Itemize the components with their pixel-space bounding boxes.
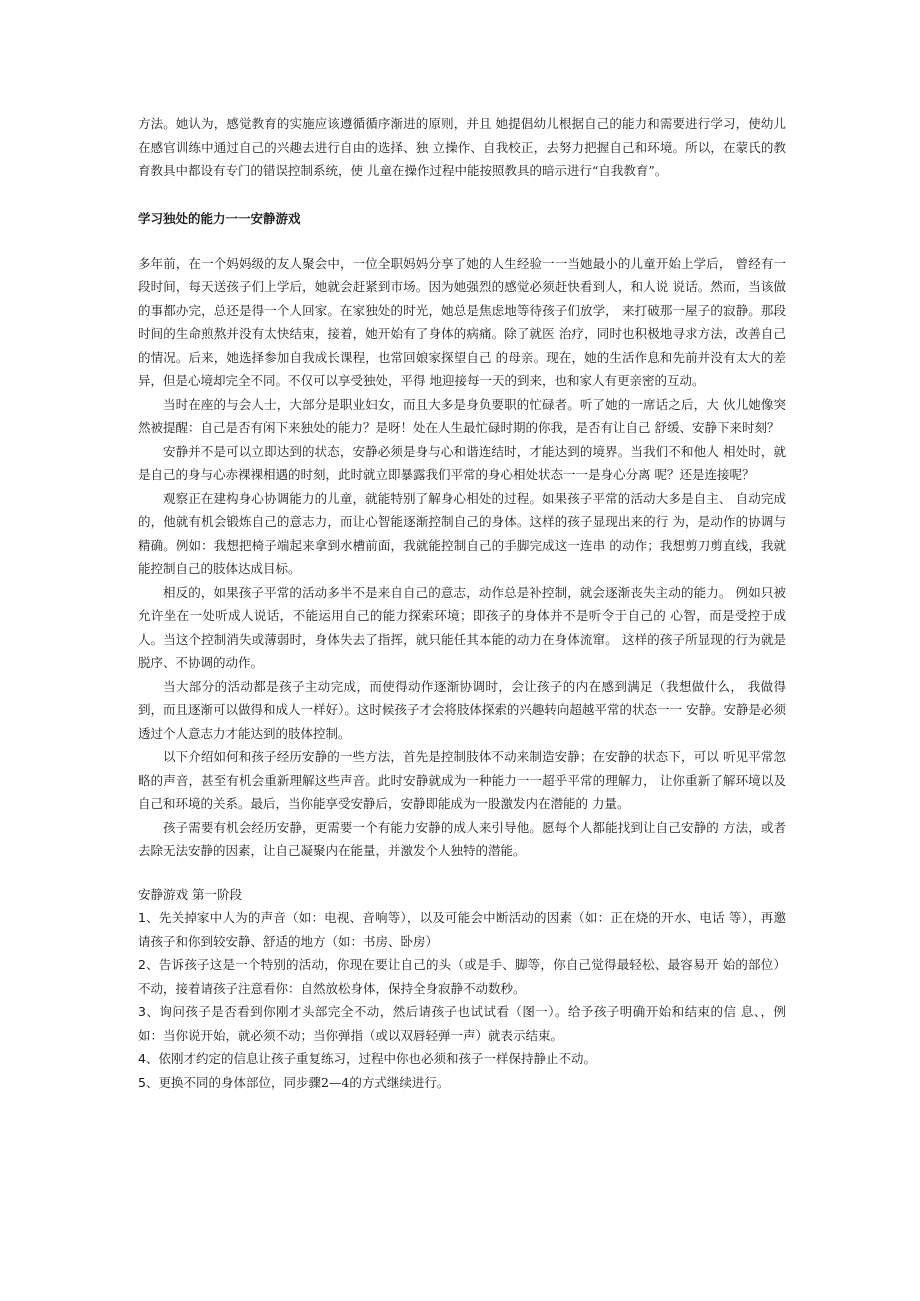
body-paragraph: 观察正在建构身心协调能力的儿童，就能特别了解身心相处的过程。如果孩子平常的活动大多是自主、 自动完成的，他就有机会锻炼自己的意志力，而让心智能逐渐控制自己的身体。这样的孩子显现出来的行 为，是动作的协调与精确。例如：我想把椅子端起来拿到水槽前面，我就能控制自己的手脚完成这一连串 的动作；我想剪刀剪直线，我就能控制自己的肢体达成目标。 [138,490,786,576]
step-text: 询问孩子是否看到你刚才头部完全不动，然后请孩子也试试看（图一）。给予孩子明确开始和结束的信 息、，例如：当你说开始，就必须不动；当你弹指（或以双唇轻弹一声）就表示结束。 [138,1004,787,1043]
step-text: 依刚才约定的信息让孩子重复练习，过程中你也必须和孩子一样保持静止不动。 [158,1051,596,1066]
game-title: 安静游戏 第一阶段 [138,886,242,902]
body-paragraph: 当时在座的与会人士，大部分是职业妇女，而且大多是身负要职的忙碌者。听了她的一席话之后，大 伙儿她像突然被提醒：自己是否有闲下来独处的能力？是呀！处在人生最忙碌时期的你我，是否有让自己 舒缓、安静下来时刻？ [138,396,786,435]
step-number: 3、 [138,1004,160,1019]
section-title: 学习独处的能力一一安静游戏 [138,210,301,226]
list-item [138,953,786,1000]
step-number: 2、 [138,957,159,972]
step-text: 更换不同的身体部位，同步骤2—4的方式继续进行。 [158,1074,450,1090]
step-number: 4、 [138,1051,159,1066]
intro-paragraph: 方法。她认为，感觉教育的实施应该遵循循序渐进的原则，并且 她提倡幼儿根据自己的能力和需要进行学习，使幼儿在感官训练中通过自己的兴趣去进行自由的选择、独 立操作、自我校正，去努力把握自己和环境。所以，在蒙氏的教育教具中都设有专门的错误控制系统，使 儿童在操作过程中能按照教具的暗示进行“自我教育”。 [138,116,786,178]
body-paragraph: 当大部分的活动都是孩子主动完成，而使得动作逐渐协调时，会让孩子的内在感到满足（我想做什么， 我做得到，而且逐渐可以做得和成人一样好）。这时候孩子才会将肢体探索的兴趣转向超越平常的状态一一 安静。安静是必须透过个人意志力才能达到的肢体控制。 [138,678,786,741]
step-text: 告诉孩子这是一个特别的活动，你现在要让自己的头（或是手、脚等，你自己觉得最轻松、最容易开 始的部位）不动，接着请孩子注意看你：自然放松身体，保持全身寂静不动数秒。 [138,957,786,996]
step-number: 1、 [138,910,159,925]
body-paragraph: 安静并不是可以立即达到的状态，安静必须是身与心和谐连结时，才能达到的境界。当我们不和他人 相处时，就是自己的身与心赤裸裸相遇的时刻，此时就立即暴露我们平常的身心相处状态一一是身心分离 呢？还是连接呢？ [138,443,786,482]
body-paragraph: 相反的，如果孩子平常的活动多半不是来自自己的意志，动作总是补控制，就会逐渐丧失主动的能力。 例如只被允许坐在一处听成人说话，不能运用自己的能力探索环境；即孩子的身体并不是听令于自己的 心智，而是受控于成人。当这个控制消失或薄弱时，身体失去了指挥，就只能任其本能的动力在身体流窜。 这样的孩子所显现的行为就是脱序、不协调的动作。 [138,584,786,670]
steps-list [138,906,786,1094]
body-paragraph: 以下介绍如何和孩子经历安静的一些方法，首先是控制肢体不动来制造安静；在安静的状态下，可以 听见平常忽略的声音，甚至有机会重新理解这些声音。此时安静就成为一种能力一一超乎平常的理解力， 让你重新了解环境以及自己和环境的关系。最后，当你能享受安静后，安静即能成为一股激发内在潜能的 力量。 [138,749,786,811]
document-page [138,112,786,1094]
body-paragraph: 孩子需要有机会经历安静，更需要一个有能力安静的成人来引导他。愿每个人都能找到让自己安静的 方法，或者去除无法安静的因素，让自己凝聚内在能量，并激发个人独特的潜能。 [138,819,786,858]
step-number: 5、 [138,1074,159,1090]
body-paragraph: 多年前，在一个妈妈级的友人聚会中，一位全职妈妈分享了她的人生经验一一当她最小的儿童开始上学后， 曾经有一段时间，每天送孩子们上学后，她就会赶紧到市场。因为她强烈的感觉必须赶快看到人，和人说 说话。然而，当该做的事都办完，总还是得一个人回家。在家独处的时光，她总是焦虑地等待孩子们放学， 来打破那一屋子的寂静。那段时间的生命煎熬并没有太快结束，接着，她开始有了身体的病痛。除了就医 治疗，同时也积极地寻求方法，改善自己的情况。后来，她选择参加自我成长课程，也常回娘家探望自己 的母亲。现在，她的生活作息和先前并没有太大的差异，但是心境却完全不同。不仅可以享受独处，平得 地迎接每一天的到来，也和家人有更亲密的互动。 [138,255,786,388]
step-text: 先关掉家中人为的声音（如：电视、音响等），以及可能会中断活动的因素（如：正在烧的开水、电话 等），再邀请孩子和你到较安静、舒适的地方（如：书房、卧房） [138,910,787,949]
list-item [138,1071,786,1095]
list-item [138,1000,786,1047]
list-item [138,1047,786,1071]
list-item [138,906,786,953]
